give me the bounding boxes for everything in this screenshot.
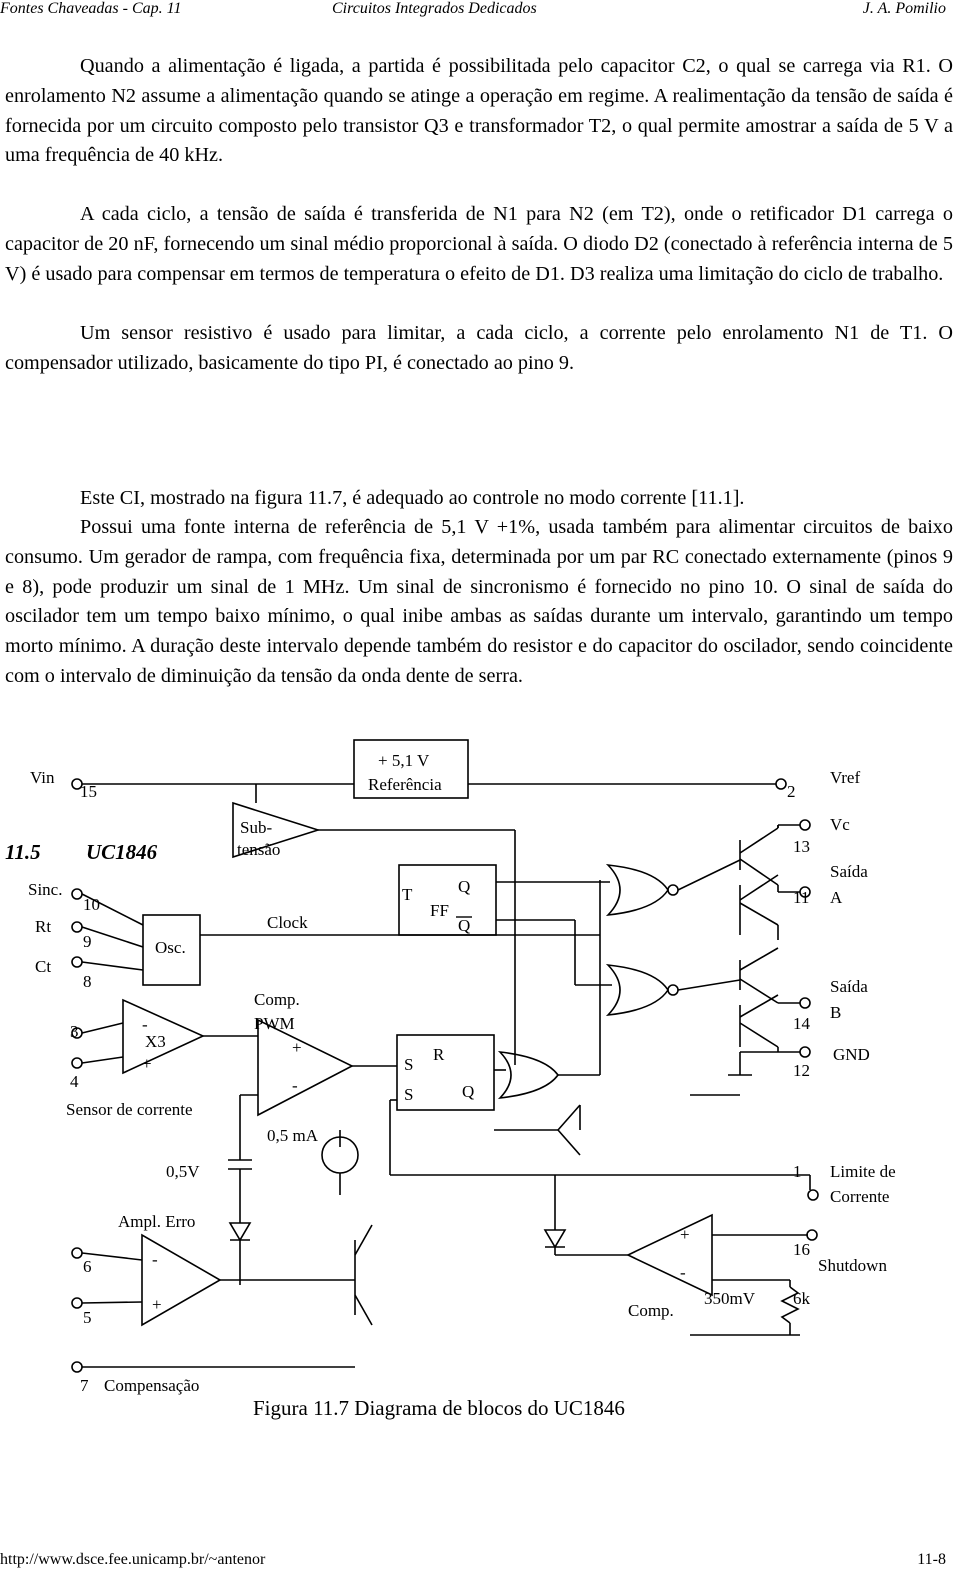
label-pwm-plus: + xyxy=(292,1038,302,1057)
label-tensao: tensão xyxy=(237,840,281,859)
label-clock: Clock xyxy=(267,913,308,932)
label-saida-a: Saída xyxy=(830,862,868,881)
label-corrente: Corrente xyxy=(830,1187,890,1206)
label-sd-plus: + xyxy=(680,1225,690,1244)
label-ampl-erro: Ampl. Erro xyxy=(118,1212,196,1231)
pin-14: 14 xyxy=(793,1014,810,1033)
label-ff-t: T xyxy=(402,885,413,904)
paragraph-intro: Este CI, mostrado na figura 11.7, é adequado ao controle no modo corrente [11.1]. xyxy=(80,487,745,509)
paragraph-sensor: Um sensor resistivo é usado para limitar, a cada ciclo, a corrente pelo enrolamento N1 de T1. O compensador utilizado, basicamente do tipo PI, é conectado ao pino 9. xyxy=(5,322,953,374)
pin-12: 12 xyxy=(793,1061,810,1080)
label-limite: Limite de xyxy=(830,1162,896,1181)
label-shutdown: Shutdown xyxy=(818,1256,887,1275)
label-sr-s1: S xyxy=(404,1055,414,1074)
label-a: A xyxy=(830,888,843,907)
pin-5: 5 xyxy=(83,1308,92,1327)
label-sensor-corrente: Sensor de corrente xyxy=(66,1100,193,1119)
label-sr-q: Q xyxy=(462,1082,475,1101)
label-comp-pwm: Comp. xyxy=(254,990,300,1009)
label-comp: Comp. xyxy=(628,1301,674,1320)
pin-2: 2 xyxy=(787,782,796,801)
label-sd-minus: - xyxy=(680,1263,686,1282)
label-sub: Sub- xyxy=(240,818,273,837)
label-gnd: GND xyxy=(833,1045,870,1064)
pin-7: 7 xyxy=(80,1376,89,1395)
paragraph-startup: Quando a alimentação é ligada, a partida é possibilitada pelo capacitor C2, o qual se carrega via R1. O enrolamento N2 assume a alimentação quando se atinge a operação em regime. A realimentação da tensão de saída é fornecida por um circuito composto pelo transistor Q3 e transformador T2, o qual permite amostrar a saída de 5 V a uma frequência de 40 kHz. xyxy=(5,55,953,167)
section-title: UC1846 xyxy=(86,840,158,864)
label-vc: Vc xyxy=(830,815,850,834)
footer-page-number: 11-8 xyxy=(917,1551,946,1568)
label-current-source: 0,5 mA xyxy=(267,1126,318,1145)
label-sr-s2: S xyxy=(404,1085,414,1104)
label-compensacao: Compensação xyxy=(104,1376,200,1395)
pin-4: 4 xyxy=(70,1072,79,1091)
footer-url: http://www.dsce.fee.unicamp.br/~antenor xyxy=(0,1551,266,1568)
label-vref: Vref xyxy=(830,768,861,787)
label-ff-qbar: Q xyxy=(458,916,471,935)
header-chapter-title: Circuitos Integrados Dedicados xyxy=(332,0,537,17)
label-pwm-minus: - xyxy=(292,1076,298,1095)
label-05v: 0,5V xyxy=(166,1162,200,1181)
label-saida-b: Saída xyxy=(830,977,868,996)
label-sr-r: R xyxy=(433,1045,445,1064)
pin-11: 11 xyxy=(793,888,810,907)
pin-1: 1 xyxy=(793,1162,802,1181)
pin-6: 6 xyxy=(83,1257,92,1276)
label-ref-voltage: + 5,1 V xyxy=(378,751,430,770)
label-ea-plus: + xyxy=(152,1295,162,1314)
paragraph-cycle: A cada ciclo, a tensão de saída é transferida de N1 para N2 (em T2), onde o retificador D1 carrega o capacitor de 20 nF, fornecendo um sinal médio proporcional à saída. O diodo D2 (conectado à referência interna de 5 V) é usado para compensar em termos de temperatura o efeito de D1. D3 realiza uma limitação do ciclo de trabalho. xyxy=(5,203,953,285)
pin-10: 10 xyxy=(83,895,100,914)
label-rt: Rt xyxy=(35,917,52,936)
header-chapter: Fontes Chaveadas - Cap. 11 xyxy=(0,0,182,17)
pin-16: 16 xyxy=(793,1240,810,1259)
header-author: J. A. Pomilio xyxy=(862,0,946,17)
pin-9: 9 xyxy=(83,932,92,951)
label-ff: FF xyxy=(430,901,449,920)
label-osc: Osc. xyxy=(155,938,186,957)
pin-3: 3 xyxy=(70,1022,79,1041)
label-x3-minus: - xyxy=(142,1015,148,1034)
label-350mv: 350mV xyxy=(704,1289,755,1308)
pin-13: 13 xyxy=(793,837,810,856)
label-ea-minus: - xyxy=(152,1250,158,1269)
label-ct: Ct xyxy=(35,957,52,976)
label-6k: 6k xyxy=(793,1289,810,1308)
pin-15: 15 xyxy=(80,782,97,801)
label-pwm: PWM xyxy=(254,1014,295,1033)
label-vin: Vin xyxy=(30,768,55,787)
figure-caption: Figura 11.7 Diagrama de blocos do UC1846 xyxy=(253,1396,625,1420)
block-diagram-uc1846 xyxy=(0,735,960,1395)
label-ff-q: Q xyxy=(458,877,471,896)
paragraph-description: Possui uma fonte interna de referência de 5,1 V +1%, usada também para alimentar circuitos de baixo consumo. Um gerador de rampa, com frequência fixa, determinada por um par RC conectado externamente (pinos 9 e 8), pode produzir um sinal de 1 MHz. Um sinal de sincronismo é fornecido no pino 10. O sinal de saída do oscilador tem um tempo baixo mínimo, o qual inibe ambas as saídas durante um intervalo, garantindo um tempo morto mínimo. A duração deste intervalo depende também do resistor e do capacitor do oscilador, sendo coincidente com o intervalo de diminuição da tensão da onda dente de serra. xyxy=(5,516,953,687)
pin-8: 8 xyxy=(83,972,92,991)
label-x3-plus: + xyxy=(142,1054,152,1073)
label-b: B xyxy=(830,1003,842,1022)
label-sinc: Sinc. xyxy=(28,880,63,899)
label-x3: X3 xyxy=(145,1032,166,1051)
label-referencia: Referência xyxy=(368,775,442,794)
section-number: 11.5 xyxy=(5,840,41,864)
